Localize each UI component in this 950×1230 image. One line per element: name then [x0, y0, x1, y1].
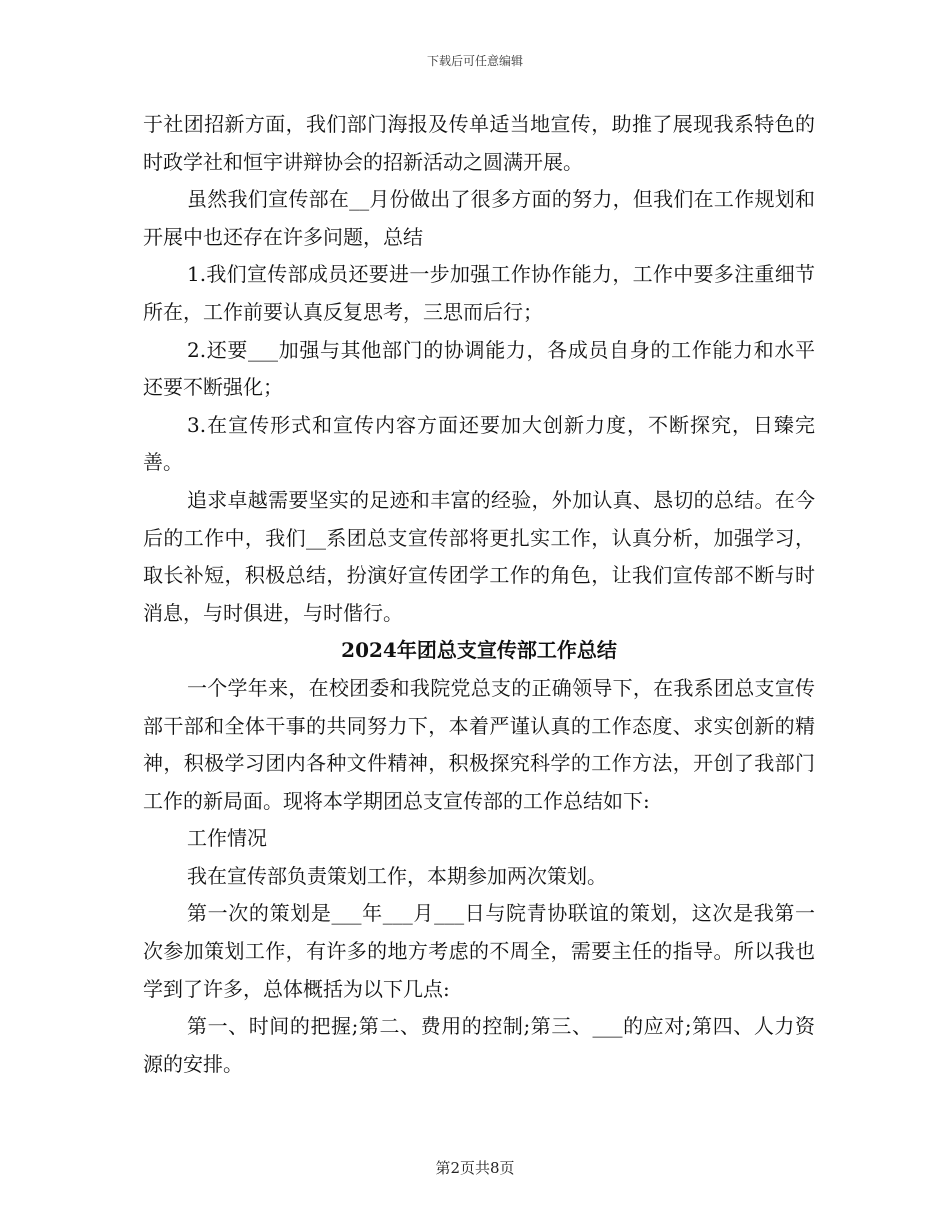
- list-item: 3.在宣传形式和宣传内容方面还要加大创新力度，不断探究，日臻完善。: [143, 412, 815, 475]
- section-title: 2024年团总支宣传部工作总结: [341, 638, 617, 663]
- paragraph: 追求卓越需要坚实的足迹和丰富的经验，外加认真、恳切的总结。在今后的工作中，我们__系团总支宣传部将更扎实工作，认真分析，加强学习，取长补短，积极总结，扮演好宣传团学工作的角色，让我们宣传部不断与时消息，与时俱进，与时偕行。: [143, 487, 815, 625]
- paragraph: 第一次的策划是___年___月___日与院青协联谊的策划，这次是我第一次参加策划工作，有许多的地方考虑的不周全，需要主任的指导。所以我也学到了许多，总体概括为以下几点:: [143, 901, 815, 1001]
- paragraph: 一个学年来，在校团委和我院党总支的正确领导下，在我系团总支宣传部干部和全体干事的共同努力下，本着严谨认真的工作态度、求实创新的精神，积极学习团内各种文件精神，积极探究科学的工作方法，开创了我部门工作的新局面。现将本学期团总支宣传部的工作总结如下:: [143, 675, 815, 813]
- subheading: 工作情况: [187, 826, 267, 851]
- list-item: 1.我们宣传部成员还要进一步加强工作协作能力，工作中要多注重细节所在，工作前要认真反复思考，三思而后行；: [143, 262, 815, 324]
- list-item: 2.还要___加强与其他部门的协调能力，各成员自身的工作能力和水平还要不断强化；: [143, 337, 815, 400]
- paragraph: 虽然我们宣传部在__月份做出了很多方面的努力，但我们在工作规划和开展中也还存在许多问题，总结: [143, 187, 815, 249]
- page-header: 下载后可任意编辑: [426, 54, 523, 68]
- page-footer: 第2页共8页: [435, 1159, 515, 1177]
- paragraph: 我在宣传部负责策划工作，本期参加两次策划。: [187, 863, 607, 888]
- paragraph: 于社团招新方面，我们部门海报及传单适当地宣传，助推了展现我系特色的时政学社和恒宇讲辩协会的招新活动之圆满开展。: [143, 112, 815, 174]
- paragraph: 第一、时间的把握;第二、费用的控制;第三、___的应对;第四、人力资源的安排。: [143, 1014, 815, 1076]
- document-body: [143, 106, 815, 1083]
